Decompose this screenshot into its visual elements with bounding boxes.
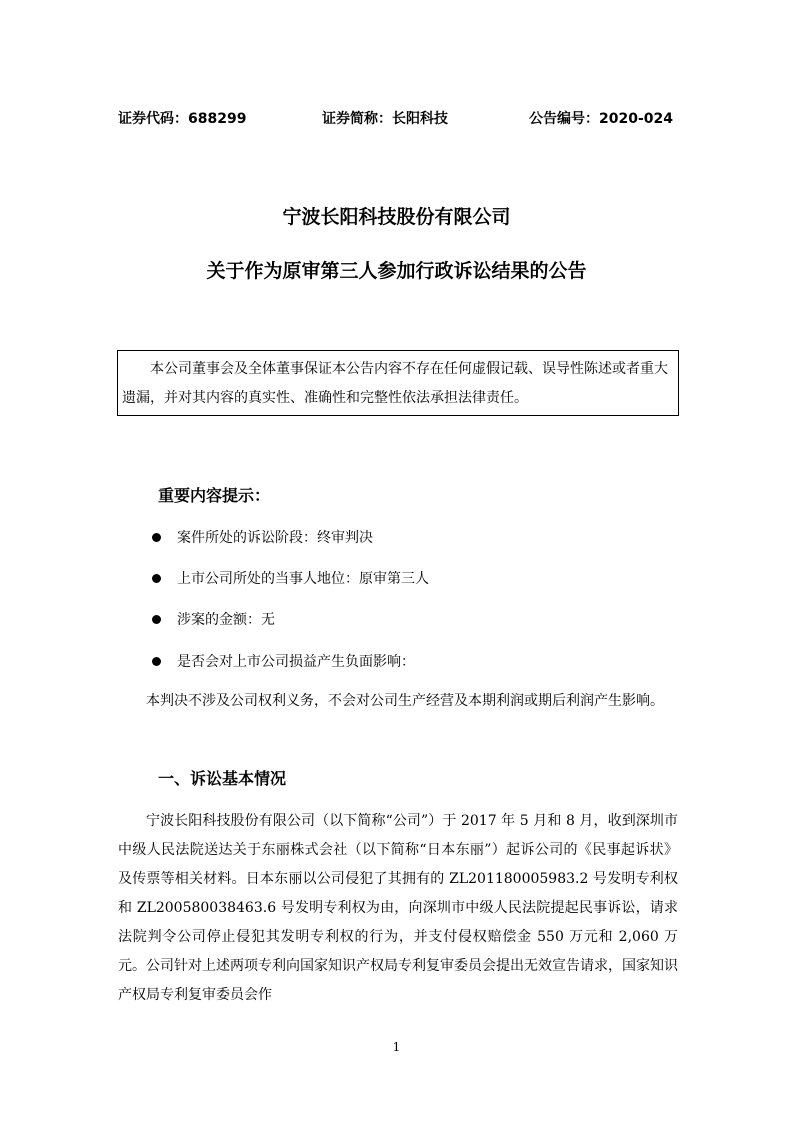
stock-code: 证券代码：688299 xyxy=(118,111,247,127)
announcement-number: 公告编号：2020-024 xyxy=(529,111,673,127)
stock-name: 证券简称：长阳科技 xyxy=(322,111,448,127)
board-guarantee-statement: 本公司董事会及全体董事保证本公告内容不存在任何虚假记载、误导性陈述或者重大遗漏，并对其内容的真实性、准确性和完整性依法承担法律责任。 xyxy=(122,361,668,406)
list-item-text: 是否会对上市公司损益产生负面影响： xyxy=(177,654,415,670)
section-heading: 一、诉讼基本情况 xyxy=(158,769,287,788)
bullet-icon xyxy=(152,657,161,666)
impact-paragraph: 本判决不涉及公司权利义务，不会对公司生产经营及本期利润或期后利润产生影响。 xyxy=(146,693,664,709)
list-item xyxy=(152,608,275,630)
section-body: 宁波长阳科技股份有限公司（以下简称“公司”）于 2017 年 5 月和 8 月，收到深圳市中级人民法院送达关于东丽株式会社（以下简称“日本东丽”）起诉公司的《民事起诉状》及传票等相关材料。日本东丽以公司侵犯了其拥有的 ZL201180005983.2 号发明专利权和 ZL200580038463.6 号发明专利权为由，向深圳市中级人民法院提起民事诉讼，请求法院判令公司停止侵犯其发明专利权的行为，并支付侵权赔偿金 550 万元和 2,060 万元。公司针对上述两项专利向国家知识产权局专利复审委员会提出无效宣告请求，国家知识产权局专利复审委员会作 xyxy=(118,813,678,1003)
list-item xyxy=(152,567,429,589)
bullet-icon xyxy=(152,533,161,542)
announcement-title: 关于作为原审第三人参加行政诉讼结果的公告 xyxy=(206,260,587,282)
list-item-text: 案件所处的诉讼阶段：终审判决 xyxy=(177,530,373,546)
highlights-heading: 重要内容提示： xyxy=(158,486,271,505)
notice-box xyxy=(117,350,679,416)
bullet-icon xyxy=(152,574,161,583)
bullet-icon xyxy=(152,615,161,624)
list-item xyxy=(152,650,415,672)
company-title: 宁波长阳科技股份有限公司 xyxy=(282,206,511,228)
page-number: 1 xyxy=(392,1040,401,1054)
list-item xyxy=(152,526,373,548)
list-item-text: 涉案的金额：无 xyxy=(177,612,275,628)
list-item-text: 上市公司所处的当事人地位：原审第三人 xyxy=(177,571,429,587)
